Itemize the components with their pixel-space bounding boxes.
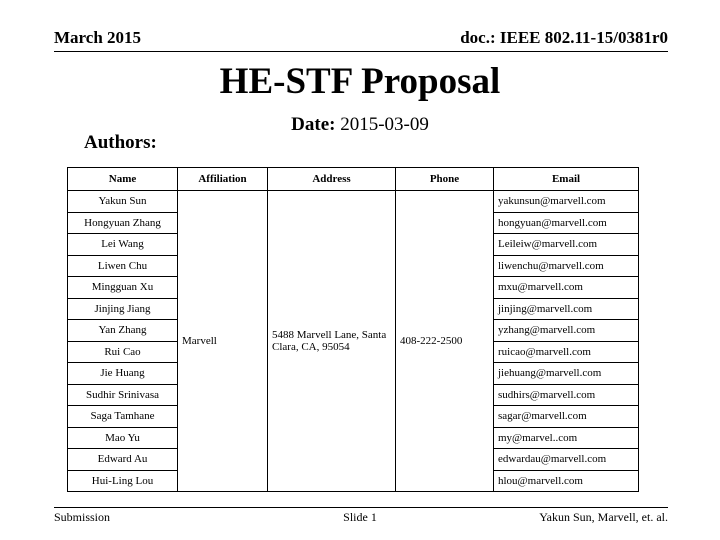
phone-cell: 408-222-2500 bbox=[396, 191, 494, 492]
date-label: Date: bbox=[291, 114, 336, 135]
author-name: Jie Huang bbox=[68, 363, 178, 385]
author-name: Rui Cao bbox=[68, 341, 178, 363]
author-email: my@marvel..com bbox=[494, 427, 639, 449]
address-cell: 5488 Marvell Lane, Santa Clara, CA, 95054 bbox=[268, 191, 396, 492]
author-email: sagar@marvell.com bbox=[494, 406, 639, 428]
footer-submission: Submission bbox=[54, 510, 111, 524]
footer-authors: Yakun Sun, Marvell, et. al. bbox=[539, 510, 668, 524]
author-name: Hongyuan Zhang bbox=[68, 212, 178, 234]
author-email: ruicao@marvell.com bbox=[494, 341, 639, 363]
author-email: yakunsun@marvell.com bbox=[494, 191, 639, 213]
slide-title: HE-STF Proposal bbox=[219, 61, 501, 102]
author-name: Liwen Chu bbox=[68, 255, 178, 277]
affiliation-cell: Marvell bbox=[178, 191, 268, 492]
author-email: jiehuang@marvell.com bbox=[494, 363, 639, 385]
table-row bbox=[68, 191, 639, 213]
author-email: sudhirs@marvell.com bbox=[494, 384, 639, 406]
author-name: Jinjing Jiang bbox=[68, 298, 178, 320]
column-header-address: Address bbox=[268, 168, 396, 191]
author-email: liwenchu@marvell.com bbox=[494, 255, 639, 277]
column-header-affiliation: Affiliation bbox=[178, 168, 268, 191]
table-header-row bbox=[68, 168, 639, 191]
author-name: Saga Tamhane bbox=[68, 406, 178, 428]
author-email: edwardau@marvell.com bbox=[494, 449, 639, 471]
footer-divider bbox=[54, 507, 668, 508]
author-email: yzhang@marvell.com bbox=[494, 320, 639, 342]
author-email: mxu@marvell.com bbox=[494, 277, 639, 299]
footer-slide-number: Slide 1 bbox=[343, 510, 377, 524]
author-name: Hui-Ling Lou bbox=[68, 470, 178, 492]
author-name: Mingguan Xu bbox=[68, 277, 178, 299]
author-name: Yan Zhang bbox=[68, 320, 178, 342]
author-name: Edward Au bbox=[68, 449, 178, 471]
column-header-phone: Phone bbox=[396, 168, 494, 191]
authors-table bbox=[67, 167, 639, 492]
author-email: hlou@marvell.com bbox=[494, 470, 639, 492]
column-header-name: Name bbox=[68, 168, 178, 191]
table-body bbox=[68, 191, 639, 492]
column-header-email: Email bbox=[494, 168, 639, 191]
author-name: Lei Wang bbox=[68, 234, 178, 256]
author-name: Mao Yu bbox=[68, 427, 178, 449]
header-divider bbox=[54, 51, 668, 52]
header-date: March 2015 bbox=[54, 28, 142, 47]
author-email: Leileiw@marvell.com bbox=[494, 234, 639, 256]
date-value: 2015-03-09 bbox=[340, 114, 429, 135]
header-doc-id: doc.: IEEE 802.11-15/0381r0 bbox=[460, 28, 668, 47]
authors-heading: Authors: bbox=[84, 132, 157, 153]
author-name: Sudhir Srinivasa bbox=[68, 384, 178, 406]
author-email: jinjing@marvell.com bbox=[494, 298, 639, 320]
author-email: hongyuan@marvell.com bbox=[494, 212, 639, 234]
author-name: Yakun Sun bbox=[68, 191, 178, 213]
